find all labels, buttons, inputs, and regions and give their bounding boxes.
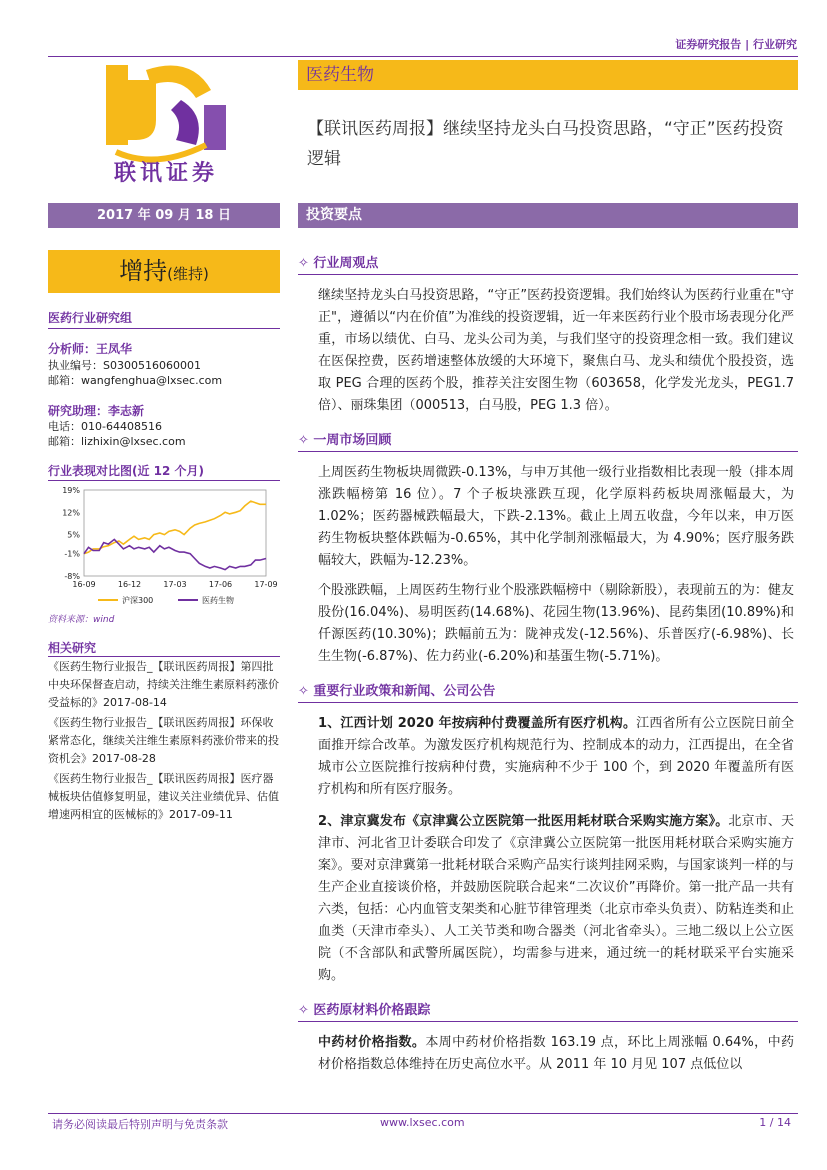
analyst-name: 分析师：王凤华: [48, 342, 133, 356]
assistant-email[interactable]: 邮箱：lizhixin@lxsec.com: [48, 435, 186, 448]
section-title: 行业周观点: [313, 256, 379, 271]
divider: [48, 328, 280, 329]
section-title: 重要行业政策和新闻、公司公告: [313, 684, 496, 699]
section-rule: [298, 451, 798, 452]
section-heading: ✧ 医药原材料价格跟踪: [298, 1003, 431, 1018]
related-item[interactable]: 《医药生物行业报告_【联讯医药周报】第四批中央环保督查启动，持续关注维生素原料药涨价受益标的》2017-08-14: [48, 660, 279, 709]
section-rule: [298, 1021, 798, 1022]
news-lead: 1、江西计划 2020 年按病种付费覆盖所有医疗机构。: [318, 716, 637, 731]
rating-note: (维持): [167, 265, 209, 283]
section-title: 医药原材料价格跟踪: [313, 1003, 431, 1018]
related-title: 相关研究: [48, 641, 97, 655]
news-item: [318, 713, 794, 801]
related-item[interactable]: 《医药生物行业报告_【联讯医药周报】医疗器械板块估值修复明显，建议关注业绩优异、估值增速两相宜的医械标的》2017-09-11: [48, 772, 279, 821]
chart-title: 行业表现对比图(近 12 个月): [48, 464, 205, 478]
section-rule: [298, 702, 798, 703]
assistant-phone: 电话：010-64408516: [48, 420, 162, 433]
footer-divider: [48, 1113, 798, 1114]
footer-website[interactable]: www.lxsec.com: [380, 1116, 465, 1129]
chart-svg: [48, 484, 280, 610]
y-tick-label: 19%: [62, 486, 80, 495]
x-tick-label: 17-06: [208, 580, 233, 589]
y-tick-label: -8%: [64, 572, 80, 581]
report-type: 证券研究报告 | 行业研究: [675, 38, 797, 51]
related-item[interactable]: 《医药生物行业报告_【联讯医药周报】环保收紧常态化，继续关注维生素原料药涨价带来的投资机会》2017-08-28: [48, 716, 279, 765]
legend-label: 沪深300: [122, 596, 154, 605]
divider: [48, 656, 280, 657]
legend-label: 医药生物: [202, 596, 234, 605]
paragraph: 个股涨跌幅，上周医药生物行业个股涨跌幅榜中（剔除新股），表现前五的为：健友股份(16.04%)、易明医药(14.68%)、花园生物(13.96%)、昆药集团(10.89%)和仟源医药(10.30%)；跌幅前五为：陇神戎发(-12.56%)、乐普医疗(-6.98%)、长生生物(-6.87%)、佐力药业(-6.20%)和基蛋生物(-5.71%)。: [318, 583, 794, 664]
section-rule: [298, 274, 798, 275]
news-item: [318, 1032, 794, 1076]
sector-bar: 医药生物: [298, 60, 798, 90]
paragraph: 继续坚持龙头白马投资思路，“守正”医药投资逻辑。我们始终认为医药行业重在"守正"，遵循以“内在价值”为准线的投资逻辑，近一年来医药行业个股市场表现分化严重，市场以绩优、白马、龙头公司为美，与我们坚守的投资理念相一致。我们建议在医保控费，医药增速整体放缓的大环境下，聚焦白马、龙头和绩优个股投资，选取 PEG 合理的医药个股，推荐关注安图生物（603658，化学发光龙头，PEG1.7 倍）、丽珠集团（000513，白马股，PEG 1.3 倍）。: [318, 288, 794, 413]
header-divider: [48, 56, 798, 57]
related-list: [48, 658, 280, 824]
section-heading: ✧ 一周市场回顾: [298, 433, 392, 448]
y-tick-label: -1%: [64, 549, 80, 559]
footer-disclaimer[interactable]: 请务必阅读最后特别声明与免责条款: [52, 1118, 228, 1131]
report-title: 【联讯医药周报】继续坚持龙头白马投资思路，“守正”医药投资逻辑: [307, 119, 784, 169]
paragraph: 上周医药生物板块周微跌-0.13%，与申万其他一级行业指数相比表现一般（排本周涨跌幅榜第 16 位）。7 个子板块涨跌互现，化学原料药板块周涨幅最大，为 1.02%；医药器械跌幅最大，下跌-2.13%。截止上周五收盘，今年以来，申万医药生物板块整体跌幅为-0.65%，其中化学制剂涨幅最大，为 4.90%；医疗服务跌幅较大，跌幅为-12.23%。: [318, 465, 794, 568]
logo-text: 联讯证券: [113, 161, 218, 186]
team-name: 医药行业研究组: [48, 311, 133, 325]
footer-page-number: 1 / 14: [759, 1116, 791, 1129]
analyst-cert: 执业编号：S0300516060001: [48, 359, 201, 372]
section-heading: ✧ 行业周观点: [298, 256, 379, 271]
x-tick-label: 17-09: [254, 580, 278, 589]
analyst-email[interactable]: 邮箱：wangfenghua@lxsec.com: [48, 374, 223, 387]
divider: [48, 480, 280, 481]
x-tick-label: 16-12: [117, 580, 142, 589]
news-text: 本周中药材价格指数 163.19 点，环比上周涨幅 0.64%，中药材价格指数总体维持在历史高位水平。从 2011 年 10 月见 107 点低位以: [318, 1035, 794, 1072]
chart-plot-area: [84, 490, 266, 576]
rating-box: [48, 250, 280, 293]
news-item: [318, 811, 794, 987]
rating-value: 增持: [119, 257, 168, 285]
news-text: 江西省所有公立医院日前全面推开综合改革。为激发医疗机构规范行为、控制成本的动力，江西提出，在全省城市公立医院推行按病种付费，实施病种不少于 100 个，到 2020 年覆盖所有医疗机构和所有医疗服务。: [318, 716, 794, 797]
key-points-header: 投资要点: [298, 203, 798, 228]
x-tick-label: 16-09: [72, 580, 96, 589]
report-date: 2017 年 09 月 18 日: [48, 203, 280, 228]
assistant-name: 研究助理：李志新: [48, 404, 145, 418]
news-lead: 2、津京冀发布《京津冀公立医院第一批医用耗材联合采购实施方案》。: [318, 814, 729, 829]
news-text: 北京市、天津市、河北省卫计委联合印发了《京津冀公立医院第一批医用耗材联合采购实施方案》。要对京津冀第一批耗材联合采购产品实行谈判挂网采购，与国家谈判一样的与生产企业直接谈价格，并鼓励医院联合起来“二次议价”再降价。第一批产品一共有六类，包括：心内血管支架类和心脏节律管理类（北京市牵头负责）、防粘连类和止血类（天津市牵头）、人工关节类和吻合器类（河北省牵头）。三地二级以上公立医院（不含部队和武警所属医院），均需参与进来，通过统一的耗材联采平台实施采购。: [318, 814, 794, 983]
section-heading: ✧ 重要行业政策和新闻、公司公告: [298, 684, 496, 699]
x-tick-label: 17-03: [163, 580, 187, 589]
company-logo: [96, 60, 236, 190]
performance-chart: [48, 484, 280, 610]
news-lead: 中药材价格指数。: [318, 1035, 426, 1050]
y-tick-label: 12%: [62, 508, 80, 518]
y-tick-label: 5%: [67, 530, 80, 540]
chart-source: 资料来源：wind: [48, 615, 115, 625]
main-content: [298, 252, 798, 1076]
section-title: 一周市场回顾: [313, 433, 392, 448]
